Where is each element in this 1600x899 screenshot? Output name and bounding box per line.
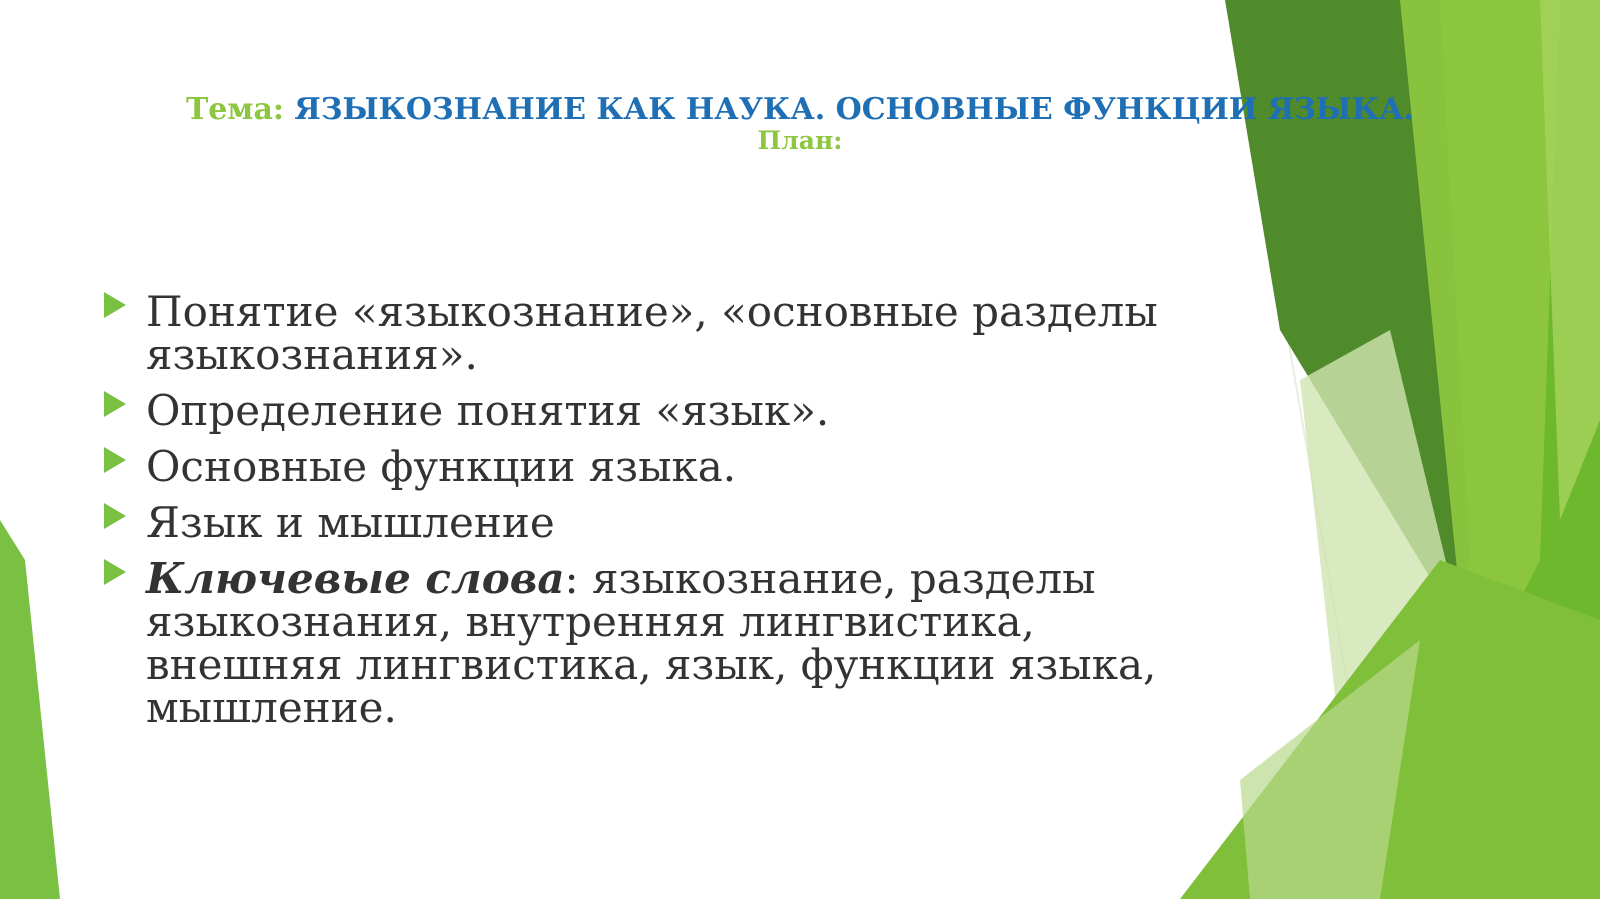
keywords-text: : языкознание, разделы языкознания, внутренняя лингвистика, внешняя лингвистика, язык, функции языка, мышление. xyxy=(146,554,1157,732)
bullet-text: Определение понятия «язык». xyxy=(146,386,830,435)
keywords-label: Ключевые слова xyxy=(146,554,565,603)
bullet-item xyxy=(100,386,1200,435)
right-triangle-icon xyxy=(104,447,126,473)
topic-label: Тема: xyxy=(185,92,295,127)
bullet-item xyxy=(100,442,1200,491)
slide-title xyxy=(0,92,1600,128)
right-triangle-icon xyxy=(104,559,126,585)
topic-title: ЯЗЫКОЗНАНИЕ КАК НАУКА. ОСНОВНЫЕ ФУНКЦИИ ЯЗЫКА. xyxy=(294,92,1415,127)
right-triangle-icon xyxy=(104,503,126,529)
bullet-text: Язык и мышление xyxy=(146,498,555,547)
bullet-item xyxy=(100,287,1200,379)
right-triangle-icon xyxy=(104,292,126,318)
bullet-list xyxy=(100,287,1200,742)
plan-label: План: xyxy=(757,126,843,155)
bullet-text: Понятие «языкознание», «основные разделы языкознания». xyxy=(146,287,1158,379)
bullet-item-keywords xyxy=(100,554,1200,732)
slide-header xyxy=(0,92,1600,154)
decor-shape-left xyxy=(0,520,60,899)
right-triangle-icon xyxy=(104,391,126,417)
bullet-item xyxy=(100,498,1200,547)
bullet-text: Основные функции языка. xyxy=(146,442,737,491)
